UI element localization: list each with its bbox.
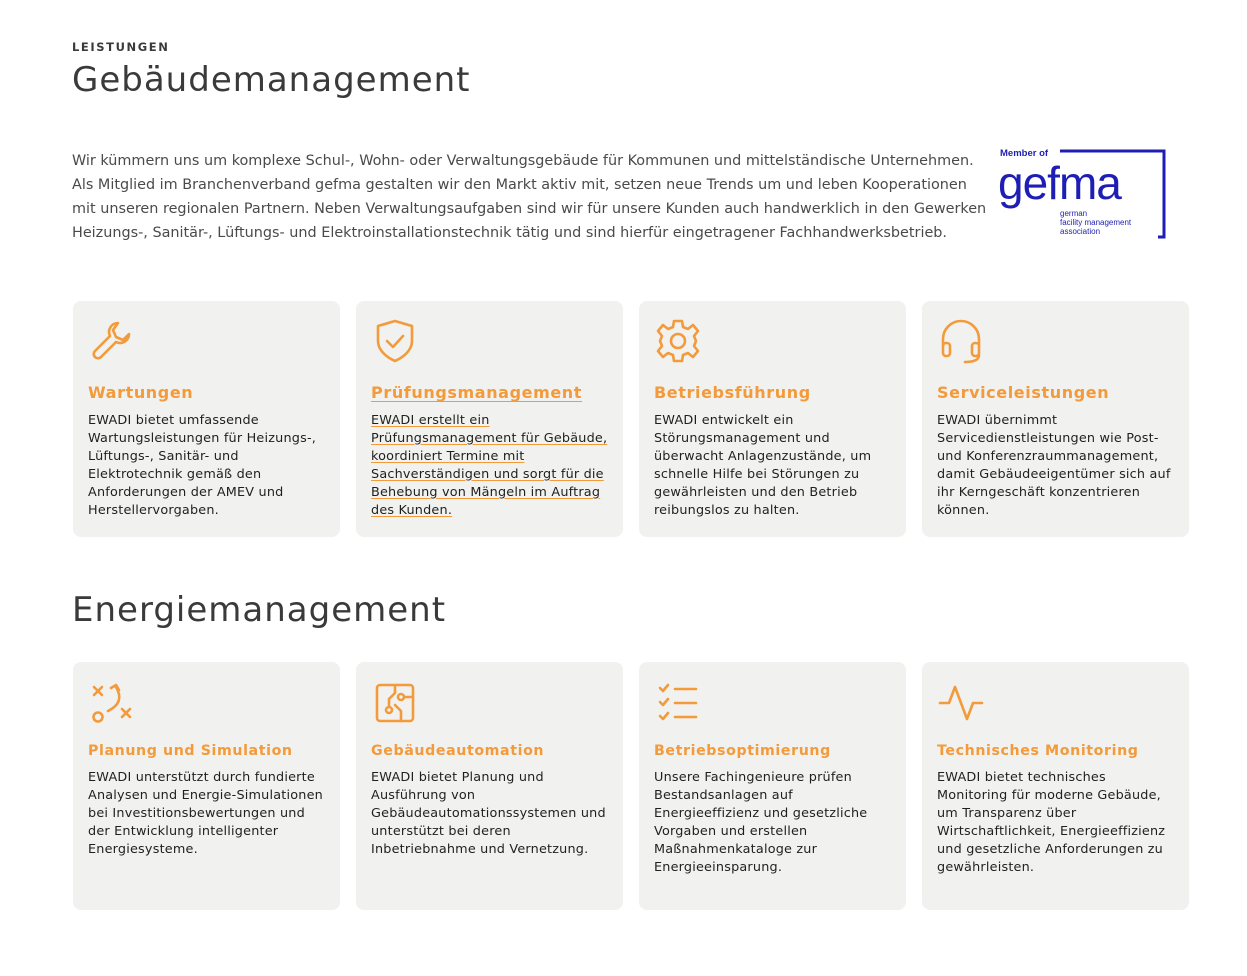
logo-member-of: Member of: [1000, 148, 1049, 159]
card-technisches-monitoring: [922, 662, 1189, 910]
card-text-link[interactable]: EWADI erstellt ein Prüfungsmanagement für Gebäude, koordiniert Termine mit Sachverständigen und sorgt für die Behebung von Mängeln im Auftrag des Kunden.: [371, 413, 608, 518]
card-pruefungsmanagement[interactable]: [356, 301, 623, 537]
card-title: Betriebsführung: [654, 383, 811, 402]
card-text: Unsere Fachingenieure prüfen Bestandsanlagen auf Energieeffizienz und gesetzliche Vorgaben und erstellen Maßnahmenkataloge zur Energieeinsparung.: [654, 770, 868, 875]
intro-paragraph: Wir kümmern uns um komplexe Schul-, Wohn- oder Verwaltungsgebäude für Kommunen und mittelständische Unternehmen. Als Mitglied im Branchenverband gefma gestalten wir den Markt aktiv mit, setzen neue Trends um und leben Kooperationen mit unseren regionalen Partnern. Neben Verwaltungsaufgaben sind wir für unsere Kunden auch handwerklich in den Gewerken Heizungs-, Sanitär-, Lüftungs- und Elektroinstallationstechnik tätig und sind hierfür eingetragener Fachhandwerksbetrieb.: [72, 153, 987, 241]
card-wartungen: [73, 301, 340, 537]
page-title: Gebäudemanagement: [72, 60, 471, 100]
card-title: Serviceleistungen: [937, 383, 1110, 402]
card-title: Planung und Simulation: [88, 743, 293, 759]
card-text: EWADI entwickelt ein Störungsmanagement und überwacht Anlagenzustände, um schnelle Hilfe bei Störungen zu gewährleisten und den Betrieb reibungslos zu halten.: [654, 413, 872, 518]
card-title-link[interactable]: Prüfungsmanagement: [371, 383, 583, 402]
card-betriebsfuehrung: [639, 301, 906, 537]
shield-check-icon: [371, 317, 419, 365]
card-serviceleistungen: [922, 301, 1189, 537]
activity-pulse-icon: [937, 679, 985, 727]
section-eyebrow: LEISTUNGEN: [72, 40, 170, 54]
card-title: Technisches Monitoring: [937, 743, 1139, 759]
logo-wordmark: gefma: [998, 157, 1121, 209]
gebaeude-card-grid: [73, 301, 1189, 537]
gefma-logo[interactable]: [998, 147, 1168, 239]
checklist-icon: [654, 679, 702, 727]
card-title: Wartungen: [88, 383, 194, 402]
energie-card-grid: [73, 662, 1189, 910]
strategy-icon: [88, 679, 136, 727]
gear-icon: [654, 317, 702, 365]
logo-tagline-3: association: [1060, 227, 1101, 236]
card-title: Betriebsoptimierung: [654, 743, 831, 759]
card-planung-simulation: [73, 662, 340, 910]
card-text: EWADI bietet technisches Monitoring für moderne Gebäude, um Transparenz über Wirtschaftlichkeit, Energieeffizienz und gesetzliche Anforderungen zu gewährleisten.: [937, 770, 1166, 875]
logo-tagline-1: german: [1060, 209, 1088, 218]
logo-tagline-2: facility management: [1060, 218, 1132, 227]
section-title-energie: Energiemanagement: [72, 590, 447, 630]
card-title: Gebäudeautomation: [371, 743, 545, 759]
card-text: EWADI bietet umfassende Wartungsleistungen für Heizungs-, Lüftungs-, Sanitär- und Elektrotechnik gemäß den Anforderungen der AMEV und Herstellervorgaben.: [88, 413, 317, 518]
card-text: EWADI übernimmt Servicedienstleistungen wie Post- und Konferenzraummanagement, damit Gebäudeeigentümer sich auf ihr Kerngeschäft konzentrieren können.: [937, 413, 1171, 518]
card-text: EWADI unterstützt durch fundierte Analysen und Energie-Simulationen bei Investitionsbewertungen und der Entwicklung intelligenter Energiesysteme.: [88, 770, 323, 857]
circuit-board-icon: [371, 679, 419, 727]
card-betriebsoptimierung: [639, 662, 906, 910]
card-text: EWADI bietet Planung und Ausführung von Gebäudeautomationssystemen und unterstützt bei deren Inbetriebnahme und Vernetzung.: [371, 770, 606, 857]
wrench-icon: [88, 317, 136, 365]
headset-icon: [937, 317, 985, 365]
card-gebaeudeautomation: [356, 662, 623, 910]
gefma-logo-graphic: [998, 147, 1168, 239]
